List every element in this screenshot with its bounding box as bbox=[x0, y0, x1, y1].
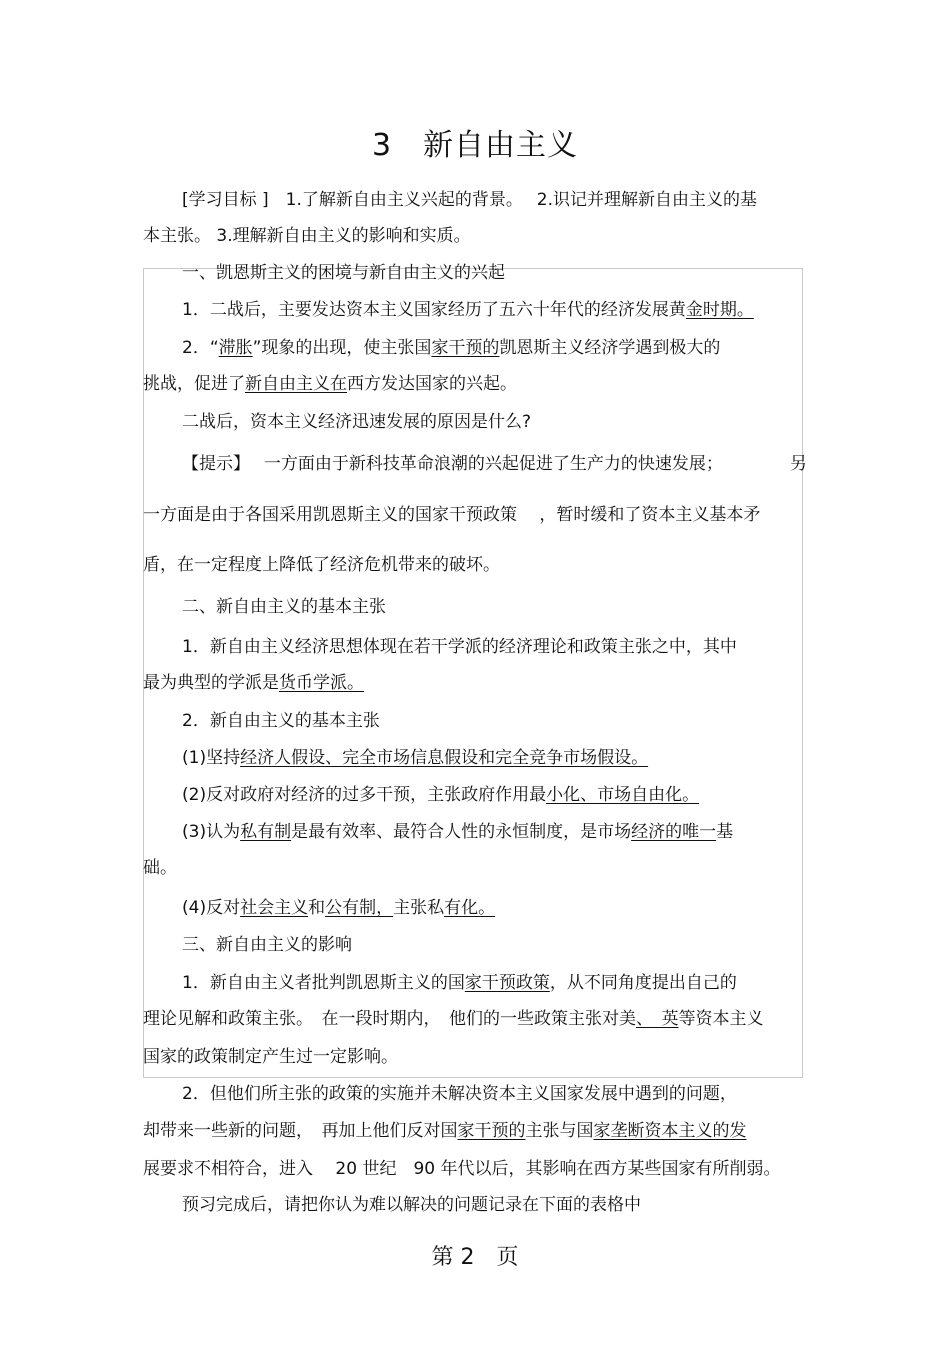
underlined-answer: 经济的唯一 bbox=[631, 822, 717, 842]
hint-line1-end: 另 bbox=[790, 454, 807, 474]
section2-item1 bbox=[182, 746, 648, 770]
text-run: ，从不同角度提出自己的 bbox=[549, 973, 737, 993]
hint-label: 【提示】 bbox=[182, 454, 242, 474]
underlined-answer: 家干预政策 bbox=[464, 973, 550, 993]
section2-point2: 2．新自由主义的基本主张 bbox=[182, 711, 380, 731]
section2-point1-line1: 1．新自由主义经济思想体现在若干学派的经济理论和政策主张之中，其中 bbox=[182, 637, 737, 657]
underlined-answer: 新自由主义在 bbox=[245, 374, 347, 394]
text-run: (3)认为 bbox=[182, 822, 241, 842]
section2-item4 bbox=[182, 896, 495, 920]
learning-goals-line1: [学习目标 ] 1.了解新自由主义兴起的背景。 2.识记并理解新自由主义的基 bbox=[182, 190, 758, 210]
text-run: (2)反对政府对经济的过多干预，主张政府作用最 bbox=[182, 785, 547, 805]
text-run: ”现象的出现，使主张国 bbox=[252, 338, 432, 358]
text-run: 挑战，促进了 bbox=[143, 374, 245, 394]
section2-item3-line1 bbox=[182, 820, 733, 844]
text-run: 基 bbox=[716, 822, 734, 842]
text-run: 等资本主义 bbox=[678, 1009, 764, 1029]
text-run: 1．二战后，主要发达资本主义国家经历了五六十年代的经济发展黄 bbox=[182, 300, 686, 320]
text-run: 理论见解和政策主张。 在一段时期内， 他们的一些政策主张对美 bbox=[143, 1009, 636, 1029]
section1-point1 bbox=[182, 298, 754, 322]
underlined-answer: 家垄断资本主义的发 bbox=[593, 1121, 747, 1141]
section3-point2-line2 bbox=[143, 1119, 747, 1143]
section2-heading: 二、新自由主义的基本主张 bbox=[182, 597, 386, 617]
underlined-answer: 货币学派。 bbox=[279, 673, 364, 693]
text-run: 主张私 bbox=[393, 898, 445, 918]
learning-goals-line2: 本主张。 3.理解新自由主义的影响和实质。 bbox=[143, 226, 471, 246]
text-run: 凯恩斯主义经济学遇到极大的 bbox=[499, 338, 721, 358]
section3-point1-line1 bbox=[182, 971, 737, 995]
section3-point2-line1: 2．但他们所主张的政策的实施并未解决资本主义国家发展中遇到的问题， bbox=[182, 1084, 737, 1104]
text-run: 2．“ bbox=[182, 338, 219, 358]
underlined-answer: 私有制 bbox=[240, 822, 292, 842]
text-run: 1．新自由主义者批判凯恩斯主义的国 bbox=[182, 973, 465, 993]
section2-point1-line2 bbox=[143, 671, 364, 695]
section3-point2-line3: 展要求不相符合，进入 20 世纪 90 年代以后，其影响在西方某些国家有所削弱。 bbox=[143, 1159, 781, 1179]
text-run: 主张与国 bbox=[525, 1121, 594, 1141]
underlined-answer: 滞胀 bbox=[218, 338, 253, 358]
underlined-answer: 、 英 bbox=[636, 1009, 679, 1029]
text-run: 和 bbox=[308, 898, 326, 918]
text-run: (1)坚持 bbox=[182, 748, 241, 768]
text-run: 西方发达国家的兴起。 bbox=[347, 374, 517, 394]
section3-point1-line2 bbox=[143, 1007, 764, 1031]
text-run: (4)反对 bbox=[182, 898, 241, 918]
section2-item3-line2: 础。 bbox=[143, 858, 177, 878]
underlined-answer: 有化。 bbox=[444, 898, 496, 918]
hint-line3: 盾，在一定程度上降低了经济危机带来的破坏。 bbox=[143, 555, 500, 575]
text-run: 却带来一些新的问题， 再加上他们反对国 bbox=[143, 1121, 458, 1141]
underlined-answer: 家干预的 bbox=[457, 1121, 526, 1141]
page-number: 第 2 页 bbox=[431, 1245, 519, 1270]
page-title: 3 新自由主义 bbox=[371, 128, 579, 163]
hint-line2: 一方面是由于各国采用凯恩斯主义的国家干预政策 ，暂时缓和了资本主义基本矛 bbox=[143, 505, 761, 525]
hint-line1 bbox=[182, 452, 723, 476]
section1-point2-line1 bbox=[182, 336, 720, 360]
closing-instruction: 预习完成后，请把你认为难以解决的问题记录在下面的表格中 bbox=[182, 1195, 641, 1215]
section3-point1-line3: 国家的政策制定产生过一定影响。 bbox=[143, 1047, 398, 1067]
text-run: 是最有效率、最符合人性的永恒制度，是市场 bbox=[291, 822, 632, 842]
section3-heading: 三、新自由主义的影响 bbox=[182, 935, 352, 955]
discussion-question: 二战后，资本主义经济迅速发展的原因是什么? bbox=[182, 412, 532, 432]
underlined-answer: 社会主义 bbox=[240, 898, 309, 918]
section2-item2 bbox=[182, 783, 699, 807]
underlined-answer: 家干预的 bbox=[431, 338, 500, 358]
underlined-answer: 公有制， bbox=[325, 898, 394, 918]
text-run: 一方面由于新科技革命浪潮的兴起促进了生产力的快速发展； bbox=[263, 454, 723, 474]
text-run: 最为典型的学派是 bbox=[143, 673, 279, 693]
underlined-answer: 经济人假设、完全市场信息假设和完全竞争市场假设。 bbox=[240, 748, 649, 768]
section1-point2-line2 bbox=[143, 372, 517, 396]
underlined-answer: 金时期。 bbox=[685, 300, 754, 320]
underlined-answer: 小化、市场自由化。 bbox=[546, 785, 700, 805]
section1-heading: 一、凯恩斯主义的困境与新自由主义的兴起 bbox=[182, 263, 505, 283]
